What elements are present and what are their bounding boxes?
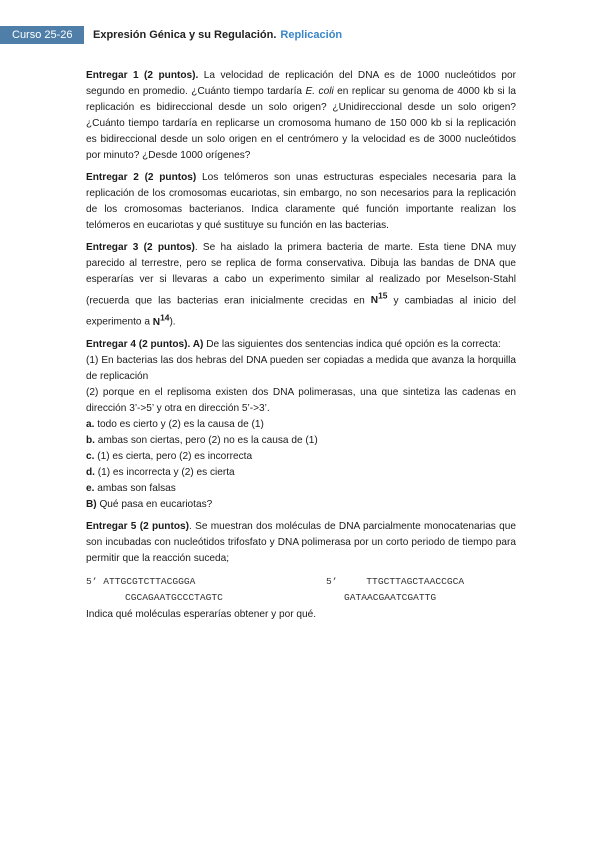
- page-header: [0, 26, 600, 44]
- option-c-letter: c.: [86, 450, 95, 462]
- exercise-4-label: Entregar 4 (2 puntos).: [86, 338, 191, 350]
- title-topic: Replicación: [280, 29, 343, 41]
- statement-2: (2) porque en el replisoma existen dos DNA polimerasas, una que sintetiza las cadenas en dirección 3’->5’ y otra en dirección 5’->3’.: [86, 386, 516, 414]
- statement-1: (1) En bacterias las dos hebras del DNA pueden ser copiadas a medida que avanza la horquilla de replicación: [86, 354, 516, 382]
- option-d-text: (1) es incorrecta y (2) es cierta: [94, 466, 235, 478]
- option-e-letter: e.: [86, 482, 95, 494]
- exercise-3-text-c: ).: [169, 316, 176, 328]
- course-badge: Curso 25-26: [0, 26, 84, 44]
- isotope-n14-symbol: N: [152, 316, 161, 328]
- exercise-1-species: E. coli: [305, 86, 334, 97]
- molecule-2-bottom-strand: GATAACGAATCGATTG: [344, 591, 437, 603]
- option-e: [86, 481, 516, 497]
- exercise-4-part-b: [86, 497, 516, 513]
- isotope-n15-symbol: N: [370, 295, 379, 307]
- exercise-1-label: Entregar 1 (2 puntos).: [86, 70, 199, 81]
- exercise-1-text-a: La velocidad de replicación del DNA es de 1000 nucleótidos por segundo en promedio. ¿Cuánto tiempo tardaría: [86, 70, 516, 97]
- title-main: Expresión Génica y su Regulación.: [93, 29, 277, 41]
- isotope-n15-mass: 15: [378, 291, 388, 301]
- exercise-5-label: Entregar 5 (2 puntos): [86, 520, 189, 532]
- exercise-2-text: Los telómeros son unas estructuras especiales necesaria para la replicación de los cromosomas eucariotas, sin embargo, no son necesarios para la replicación de los cromosomas bacterianos. Indica claramente qué función importante realizan los telómeros en eucariotas y qué sustituye su función en las bacterias.: [86, 172, 516, 231]
- option-e-text: ambas son falsas: [94, 482, 176, 494]
- exercise-5-text: . Se muestran dos moléculas de DNA parcialmente monocatenarias que son incubadas con nucleótidos trifosfato y DNA polimerasa por un corto periodo de tiempo para permitir que la reacción suceda;: [86, 520, 516, 564]
- option-a: [86, 417, 516, 433]
- exercise-5-question: Indica qué moléculas esperarías obtener y por qué.: [86, 608, 317, 620]
- option-a-text: todo es cierto y (2) es la causa de (1): [94, 418, 264, 430]
- option-b-letter: b.: [86, 434, 95, 446]
- option-b: [86, 433, 516, 449]
- exercise-4-intro: [86, 337, 516, 353]
- isotope-n14-mass: 14: [160, 312, 170, 323]
- option-a-letter: a.: [86, 418, 95, 430]
- exercise-4-part-a: A): [190, 338, 204, 350]
- exercise-list: [86, 68, 516, 629]
- part-b-text: Qué pasa en eucariotas?: [96, 498, 213, 510]
- exercise-1-text-b: en replicar su genoma de 4000 kb si la replicación es bidireccional desde un solo origen? ¿Unidireccional desde un solo origen? ¿Cuánto tiempo tardaría en replicarse un cromosoma humano de 150 000 kb si la replicación es bidireccional desde un solo origen en el centrómero y la velocidad es de 3000 nucleótidos por minuto? ¿Desde 1000 orígenes?: [86, 86, 516, 161]
- molecule-1-top-strand: 5’ ATTGCGTCTTACGGGA: [86, 575, 196, 587]
- exercise-3: [86, 240, 516, 331]
- exercise-4: [86, 337, 516, 513]
- molecule-1-bottom-strand: CGCAGAATGCCCTAGTC: [125, 591, 223, 603]
- exercise-3-text-b: y cambiadas al inicio del experimento a: [86, 295, 516, 328]
- exercise-3-text-a: . Se ha aislado la primera bacteria de marte. Esta tiene DNA muy parecido al terrestre, pero se replica de forma conservativa. Dibuja las bandas de DNA que esperarías ver si llevaras a cabo un experimento similar al realizado por Meselson-Stahl (recuerda que las bacterias eran inicialmente crecidas en: [86, 242, 516, 307]
- document-title: [93, 26, 342, 44]
- exercise-5: [86, 519, 516, 623]
- isotope-n14: [152, 312, 170, 328]
- molecule-2-top-strand: 5’ TTGCTTAGCTAACCGCA: [326, 575, 465, 587]
- dna-molecules: [86, 571, 516, 605]
- option-c: [86, 449, 516, 465]
- exercise-5-intro: [86, 519, 516, 567]
- option-d: [86, 465, 516, 481]
- exercise-4-intro-text: De las siguientes dos sentencias indica qué opción es la correcta:: [203, 338, 501, 350]
- exercise-2: [86, 170, 516, 234]
- option-d-letter: d.: [86, 466, 95, 478]
- exercise-3-label: Entregar 3 (2 puntos): [86, 242, 195, 253]
- isotope-n15: [370, 291, 388, 307]
- part-b-label: B): [86, 498, 97, 510]
- exercise-1: [86, 68, 516, 164]
- exercise-2-label: Entregar 2 (2 puntos): [86, 172, 197, 183]
- option-b-text: ambas son ciertas, pero (2) no es la causa de (1): [94, 434, 318, 446]
- option-c-text: (1) es cierta, pero (2) es incorrecta: [94, 450, 253, 462]
